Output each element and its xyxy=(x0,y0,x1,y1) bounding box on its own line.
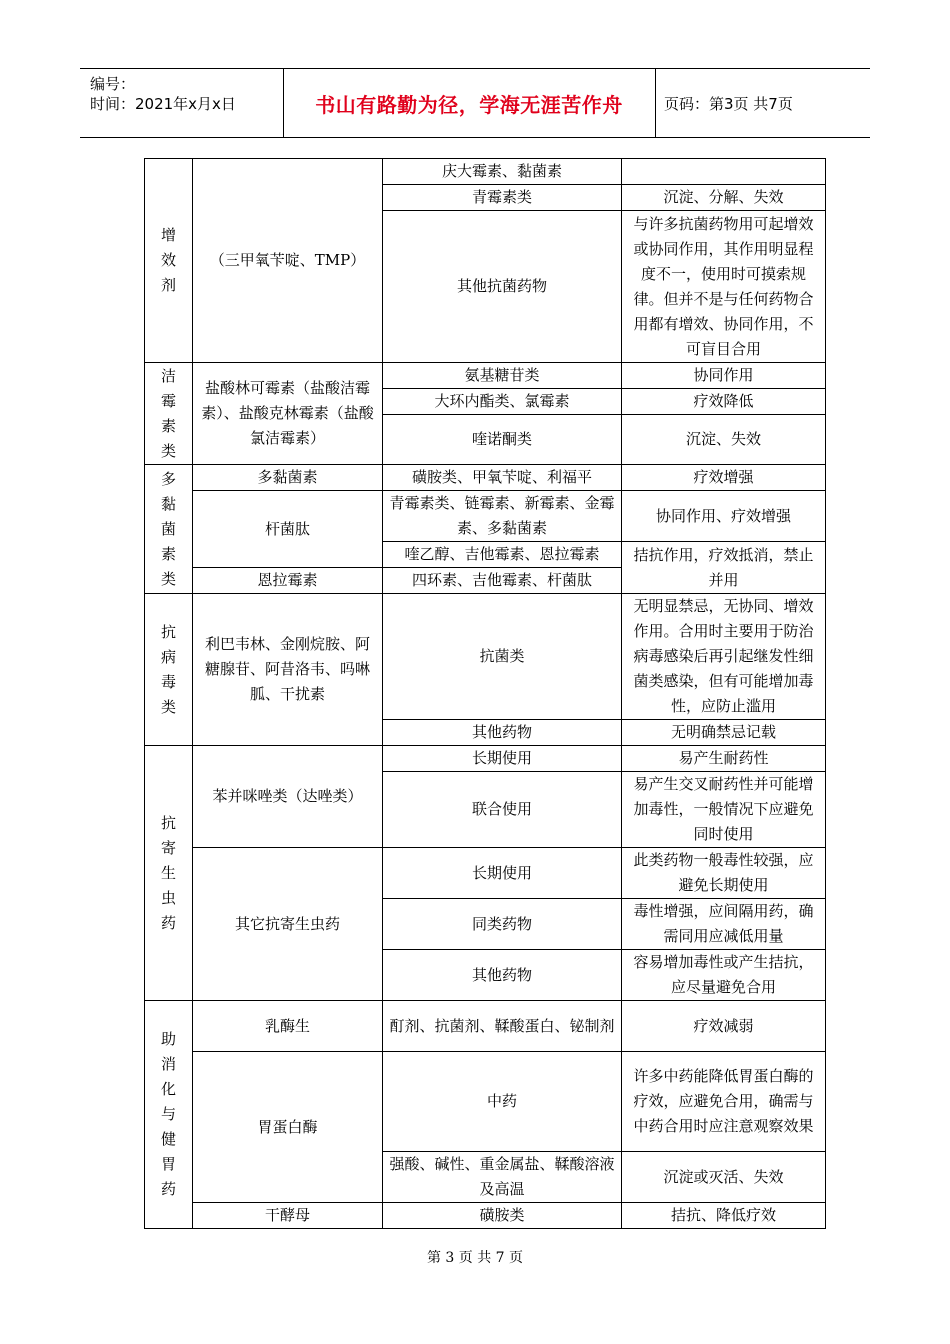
effect-cell: 拮抗、降低疗效 xyxy=(622,1203,826,1229)
effect-cell: 许多中药能降低胃蛋白酶的疗效，应避免合用，确需与中药合用时应注意观察效果 xyxy=(622,1052,826,1152)
effect-cell: 容易增加毒性或产生拮抗，应尽量避免合用 xyxy=(622,950,826,1001)
effect-cell xyxy=(622,159,826,185)
table-row xyxy=(145,1203,826,1229)
drug-cell: 乳酶生 xyxy=(193,1001,383,1052)
combo-cell: 其他抗菌药物 xyxy=(383,211,622,363)
combo-cell: 强酸、碱性、重金属盐、鞣酸溶液及高温 xyxy=(383,1152,622,1203)
combo-cell: 酊剂、抗菌剂、鞣酸蛋白、铋制剂 xyxy=(383,1001,622,1052)
category-cell: 抗寄生虫药 xyxy=(145,746,193,1001)
combo-cell: 同类药物 xyxy=(383,899,622,950)
drug-cell: 盐酸林可霉素（盐酸洁霉素）、盐酸克林霉素（盐酸氯洁霉素） xyxy=(193,363,383,465)
combo-cell: 中药 xyxy=(383,1052,622,1152)
header-meta-cell xyxy=(80,69,284,137)
combo-cell: 其他药物 xyxy=(383,950,622,1001)
effect-cell: 无明确禁忌记载 xyxy=(622,720,826,746)
drug-interaction-table xyxy=(144,158,826,1229)
table-row xyxy=(145,363,826,389)
effect-cell: 易产生交叉耐药性并可能增加毒性，一般情况下应避免同时使用 xyxy=(622,772,826,848)
effect-cell: 沉淀或灭活、失效 xyxy=(622,1152,826,1203)
table-row xyxy=(145,848,826,899)
effect-cell: 疗效降低 xyxy=(622,389,826,415)
table-row xyxy=(145,491,826,542)
table-row xyxy=(145,465,826,491)
page-footer: 第 3 页 共 7 页 xyxy=(426,1250,524,1266)
category-cell: 多黏菌素类 xyxy=(145,465,193,594)
combo-cell: 青霉素类 xyxy=(383,185,622,211)
drug-cell: 多黏菌素 xyxy=(193,465,383,491)
header-page-cell xyxy=(656,69,870,137)
category-cell: 抗病毒类 xyxy=(145,594,193,746)
drug-cell: （三甲氧苄啶、TMP） xyxy=(193,159,383,363)
effect-cell: 沉淀、分解、失效 xyxy=(622,185,826,211)
effect-cell: 协同作用 xyxy=(622,363,826,389)
effect-cell: 疗效减弱 xyxy=(622,1001,826,1052)
combo-cell: 氨基糖苷类 xyxy=(383,363,622,389)
effect-cell: 协同作用、疗效增强 xyxy=(622,491,826,542)
combo-cell: 磺胺类 xyxy=(383,1203,622,1229)
effect-cell: 此类药物一般毒性较强，应避免长期使用 xyxy=(622,848,826,899)
time-label: 时间：2021年x月x日 xyxy=(90,95,236,113)
combo-cell: 四环素、吉他霉素、杆菌肽 xyxy=(383,568,622,594)
drug-cell: 胃蛋白酶 xyxy=(193,1052,383,1203)
effect-cell: 与许多抗菌药物用可起增效或协同作用，其作用明显程度不一，使用时可摸索规律。但并不是与任何药物合用都有增效、协同作用，不可盲目合用 xyxy=(622,211,826,363)
header-motto-cell xyxy=(283,69,656,137)
combo-cell: 长期使用 xyxy=(383,746,622,772)
combo-cell: 庆大霉素、黏菌素 xyxy=(383,159,622,185)
combo-cell: 大环内酯类、氯霉素 xyxy=(383,389,622,415)
effect-cell: 毒性增强，应间隔用药，确需同用应减低用量 xyxy=(622,899,826,950)
combo-cell: 喹诺酮类 xyxy=(383,415,622,465)
drug-cell: 干酵母 xyxy=(193,1203,383,1229)
combo-cell: 联合使用 xyxy=(383,772,622,848)
page-header xyxy=(80,68,870,138)
combo-cell: 其他药物 xyxy=(383,720,622,746)
drug-cell: 杆菌肽 xyxy=(193,491,383,568)
drug-cell: 其它抗寄生虫药 xyxy=(193,848,383,1001)
table-row xyxy=(145,1001,826,1052)
effect-cell: 拮抗作用，疗效抵消，禁止并用 xyxy=(622,542,826,594)
combo-cell: 喹乙醇、吉他霉素、恩拉霉素 xyxy=(383,542,622,568)
category-cell: 增效剂 xyxy=(145,159,193,363)
combo-cell: 抗菌类 xyxy=(383,594,622,720)
table-row xyxy=(145,1052,826,1152)
category-cell: 洁霉素类 xyxy=(145,363,193,465)
combo-cell: 青霉素类、链霉素、新霉素、金霉素、多黏菌素 xyxy=(383,491,622,542)
code-label: 编号： xyxy=(90,75,136,93)
drug-cell: 利巴韦林、金刚烷胺、阿糖腺苷、阿昔洛韦、吗啉胍、干扰素 xyxy=(193,594,383,746)
effect-cell: 疗效增强 xyxy=(622,465,826,491)
category-cell: 助消化与健胃药 xyxy=(145,1001,193,1229)
combo-cell: 长期使用 xyxy=(383,848,622,899)
table-row xyxy=(145,159,826,185)
drug-cell: 苯并咪唑类（达唑类） xyxy=(193,746,383,848)
effect-cell: 无明显禁忌，无协同、增效作用。合用时主要用于防治病毒感染后再引起继发性细菌类感染，但有可能增加毒性，应防止滥用 xyxy=(622,594,826,720)
effect-cell: 易产生耐药性 xyxy=(622,746,826,772)
motto: 书山有路勤为径，学海无涯苦作舟 xyxy=(315,92,623,117)
table-row xyxy=(145,746,826,772)
effect-cell: 沉淀、失效 xyxy=(622,415,826,465)
drug-cell: 恩拉霉素 xyxy=(193,568,383,594)
header-page-number: 页码：第3页 共7页 xyxy=(664,94,793,113)
combo-cell: 磺胺类、甲氧苄啶、利福平 xyxy=(383,465,622,491)
table-row xyxy=(145,594,826,720)
